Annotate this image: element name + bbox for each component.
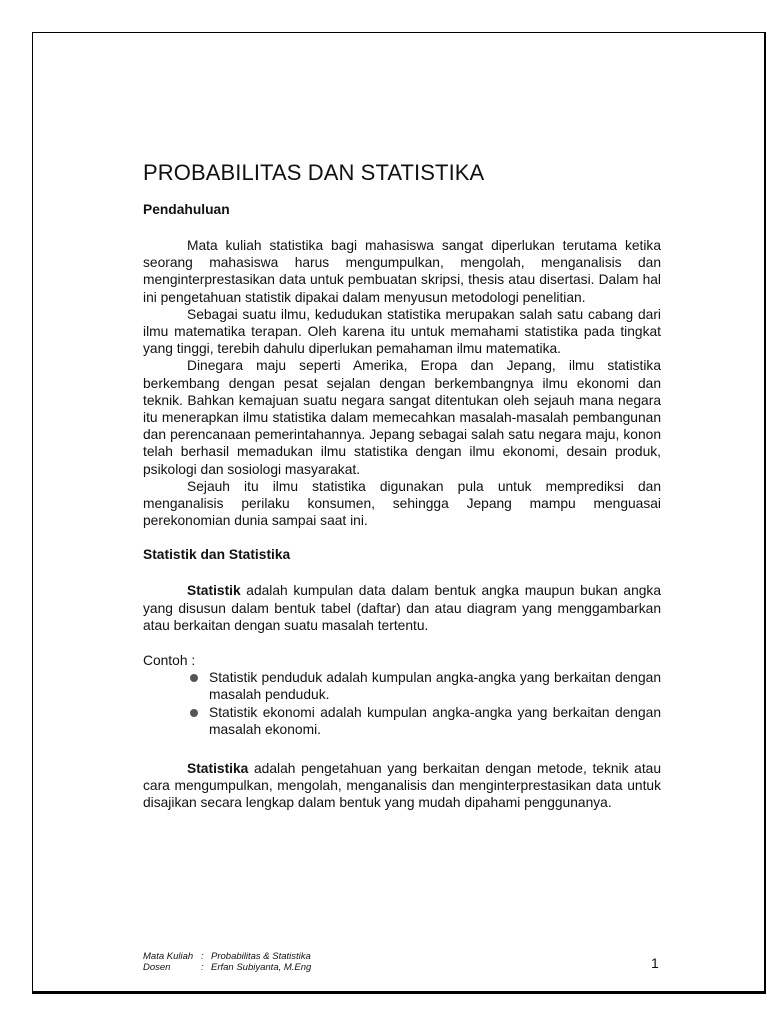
- paragraph: Sejauh itu ilmu statistika digunakan pula untuk memprediksi dan menganalisis perilaku konsumen, sehingga Jepang mampu menguasai perekonomian dunia sampai saat ini.: [143, 478, 661, 529]
- bullet-icon: [190, 709, 198, 717]
- document-title: PROBABILITAS DAN STATISTIKA: [143, 160, 485, 185]
- footer-lecturer: Erfan Subiyanta, M.Eng: [211, 962, 312, 973]
- example-list: [143, 669, 661, 738]
- footer-separator: :: [201, 951, 204, 962]
- paragraph: Sebagai suatu ilmu, kedudukan statistika merupakan salah satu cabang dari ilmu matematika terapan. Oleh karena itu untuk memahami statistika pada tingkat yang tinggi, terebih dahulu diperlukan pemahaman ilmu matematika.: [143, 306, 661, 357]
- bullet-icon: [190, 674, 198, 682]
- definition-text: adalah kumpulan data dalam bentuk angka maupun bukan angka yang disusun dalam bentuk tabel (daftar) dan atau diagram yang menggambarkan atau berkaitan dengan suatu masalah tertentu.: [143, 583, 661, 633]
- paragraph: Mata kuliah statistika bagi mahasiswa sangat diperlukan terutama ketika seorang mahasiswa harus mengumpulkan, mengolah, menganalisis dan menginterprestasikan data untuk pembuatan skripsi, thesis atau disertasi. Dalam hal ini pengetahuan statistik dipakai dalam menyusun metodologi penelitian.: [143, 238, 661, 305]
- definition-statistika: [143, 760, 661, 812]
- page-number: 1: [651, 955, 659, 971]
- definition-text: adalah pengetahuan yang berkaitan dengan metode, teknik atau cara mengumpulkan, mengolah, menganalisis dan menginterprestasikan data untuk disajikan secara lengkap dalam bentuk yang mudah dipahami penggunanya.: [143, 761, 661, 811]
- list-item: Statistik penduduk adalah kumpulan angka-angka yang berkaitan dengan masalah penduduk.: [209, 669, 661, 703]
- footer-label: Dosen: [143, 962, 171, 973]
- section-heading-pendahuluan: Pendahuluan: [143, 202, 230, 217]
- term-statistik: Statistik: [187, 583, 241, 599]
- footer-label: Mata Kuliah: [143, 951, 194, 962]
- footer-course: Probabilitas & Statistika: [211, 951, 311, 962]
- document-body: [143, 160, 661, 812]
- page-footer: [143, 951, 311, 973]
- paragraph: Dinegara maju seperti Amerika, Eropa dan Jepang, ilmu statistika berkembang dengan pesat sejalan dengan berkembangnya ilmu ekonomi dan teknik. Bahkan kemajuan suatu negara sangat ditentukan oleh sejauh mana negara itu menerapkan ilmu statistika dalam memecahkan masalah-masalah pembangunan dan perencanaan pemerintahannya. Jepang sebagai salah satu negara maju, konon telah berhasil memadukan ilmu statistika dengan ilmu ekonomi, desain produk, psikologi dan sosiologi masyarakat.: [143, 358, 661, 477]
- list-item: Statistik ekonomi adalah kumpulan angka-angka yang berkaitan dengan masalah ekonomi.: [209, 704, 661, 738]
- section-heading-statistik: Statistik dan Statistika: [143, 547, 291, 563]
- definition-statistik: [143, 582, 661, 634]
- term-statistika: Statistika: [187, 761, 249, 777]
- footer-separator: :: [201, 962, 204, 973]
- contoh-label: Contoh :: [143, 653, 196, 669]
